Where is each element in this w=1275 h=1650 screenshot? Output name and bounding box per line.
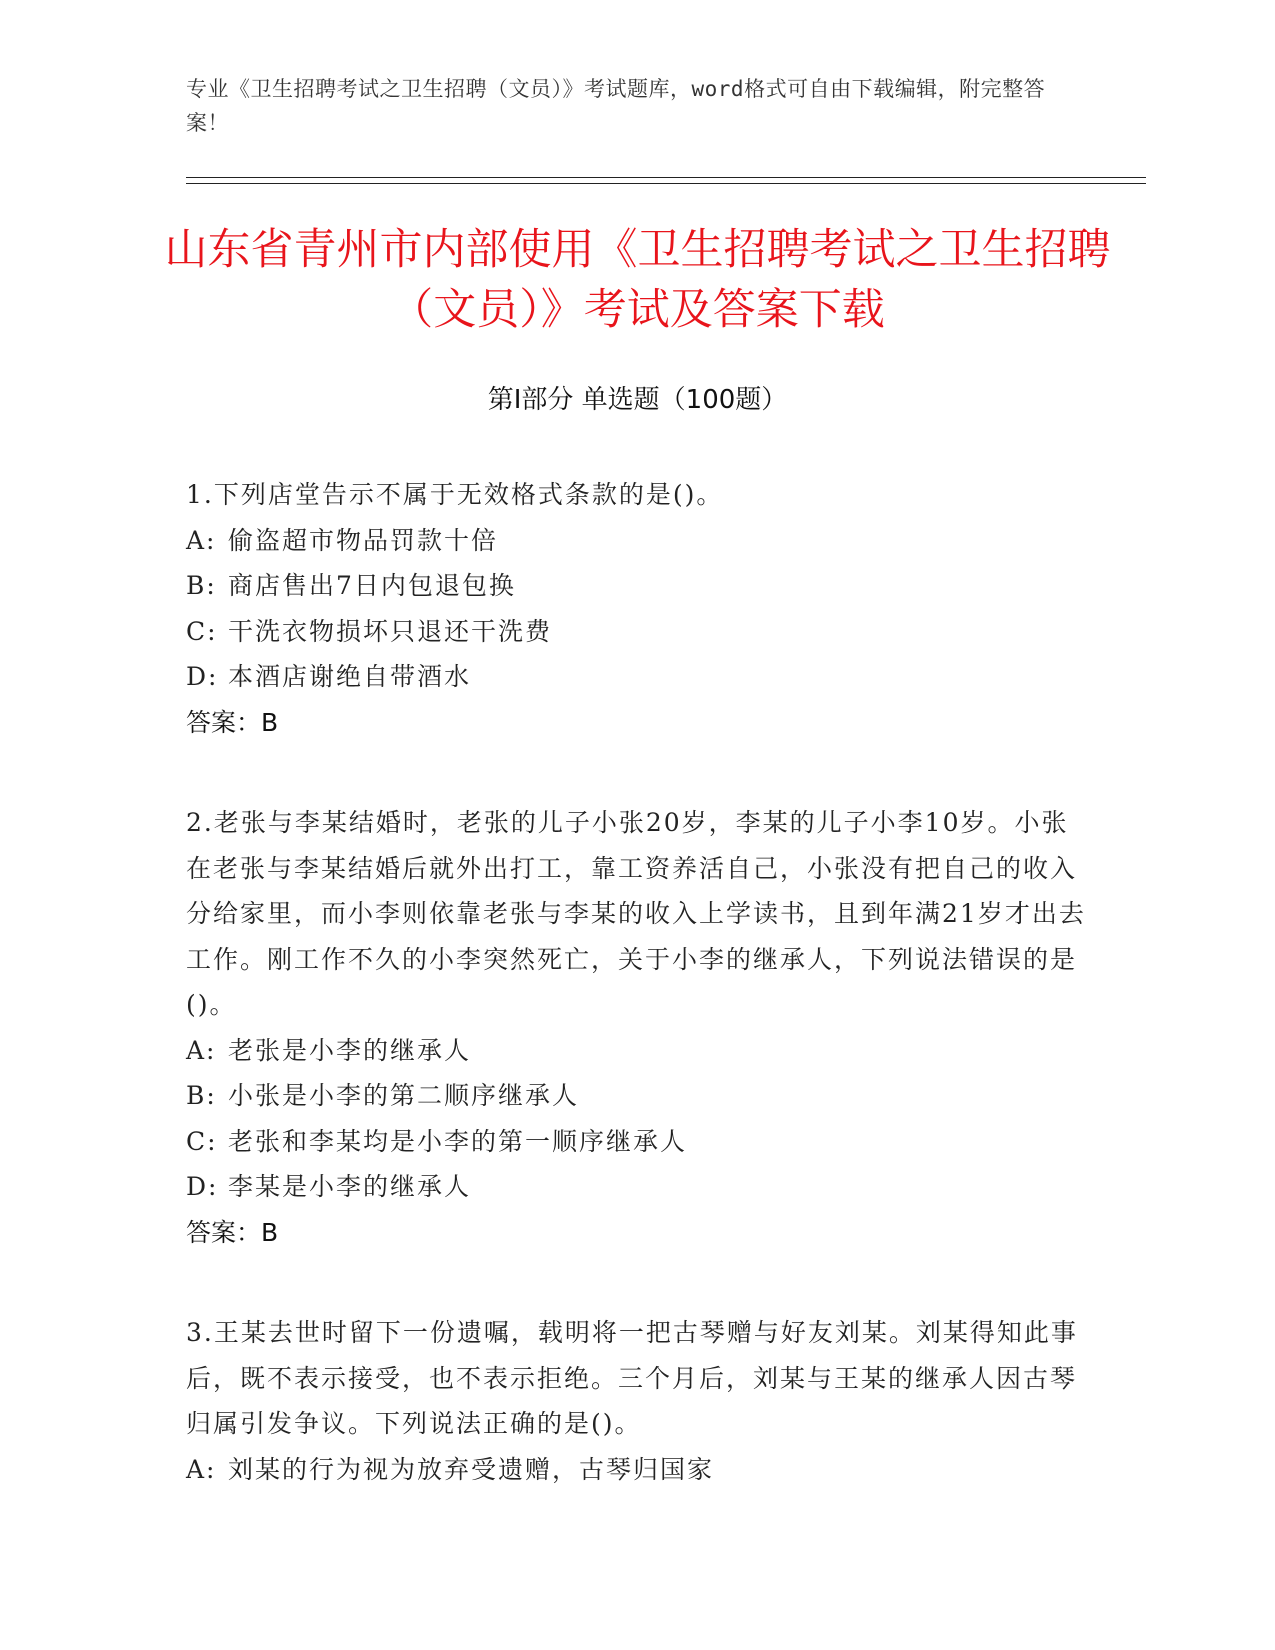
- option-text: 干洗衣物损坏只退还干洗费: [228, 616, 553, 646]
- question-stem: 2.老张与李某结婚时，老张的儿子小张20岁，李某的儿子小李10岁。小张在老张与李某结婚后就外出打工，靠工资养活自己，小张没有把自己的收入分给家里，而小李则依靠老张与李某的收入上学读书，且到年满21岁才出去工作。刚工作不久的小李突然死亡，关于小李的继承人，下列说法错误的是()。: [186, 808, 1086, 1019]
- option-label: A:: [186, 1035, 217, 1065]
- option-text: 老张是小李的继承人: [228, 1035, 472, 1065]
- option-label: D:: [186, 662, 219, 691]
- question-2: [186, 800, 1086, 1255]
- option-label: D:: [186, 1172, 219, 1201]
- question-1: [186, 472, 1086, 745]
- option-text: 偷盗超市物品罚款十倍: [228, 525, 499, 555]
- option-text: 老张和李某均是小李的第一顺序继承人: [228, 1126, 688, 1156]
- option-text: 刘某的行为视为放弃受遗赠，古琴归国家: [228, 1454, 715, 1484]
- question-stem: 3.王某去世时留下一份遗嘱，载明将一把古琴赠与好友刘某。刘某得知此事后，既不表示接受，也不表示拒绝。三个月后，刘某与王某的继承人因古琴归属引发争议。下列说法正确的是()。: [186, 1318, 1078, 1438]
- option-label: C:: [186, 616, 218, 646]
- option-text: 小张是小李的第二顺序继承人: [228, 1081, 580, 1110]
- option-label: A:: [186, 525, 217, 555]
- question-stem: 1.下列店堂告示不属于无效格式条款的是()。: [186, 480, 724, 509]
- document-title: 山东省青州市内部使用《卫生招聘考试之卫生招聘（文员）》考试及答案下载: [164, 225, 1111, 335]
- option-c: [186, 609, 1086, 655]
- option-text: 李某是小李的继承人: [228, 1172, 472, 1201]
- option-a: [186, 518, 1086, 564]
- option-b: [186, 1073, 1086, 1119]
- option-a: [186, 1447, 1086, 1493]
- answer-line: 答案：B: [186, 1217, 279, 1247]
- option-label: C:: [186, 1126, 218, 1156]
- question-list: [186, 472, 1086, 1547]
- option-d: [186, 654, 1086, 700]
- option-d: [186, 1164, 1086, 1210]
- option-a: [186, 1028, 1086, 1074]
- option-b: [186, 563, 1086, 609]
- header-divider-top: [186, 177, 1146, 178]
- option-c: [186, 1119, 1086, 1165]
- answer-line: 答案：B: [186, 707, 279, 737]
- option-text: 商店售出7日内包退包换: [228, 571, 516, 600]
- question-3: [186, 1310, 1086, 1492]
- option-label: B:: [186, 571, 217, 600]
- section-heading: 第Ⅰ部分 单选题（100题）: [487, 385, 788, 415]
- header-divider-bottom: [186, 183, 1146, 184]
- option-label: A:: [186, 1454, 217, 1484]
- option-label: B:: [186, 1081, 217, 1110]
- header-note: 专业《卫生招聘考试之卫生招聘（文员）》考试题库，word格式可自由下载编辑，附完整答案！: [186, 77, 1046, 135]
- option-text: 本酒店谢绝自带酒水: [228, 662, 472, 691]
